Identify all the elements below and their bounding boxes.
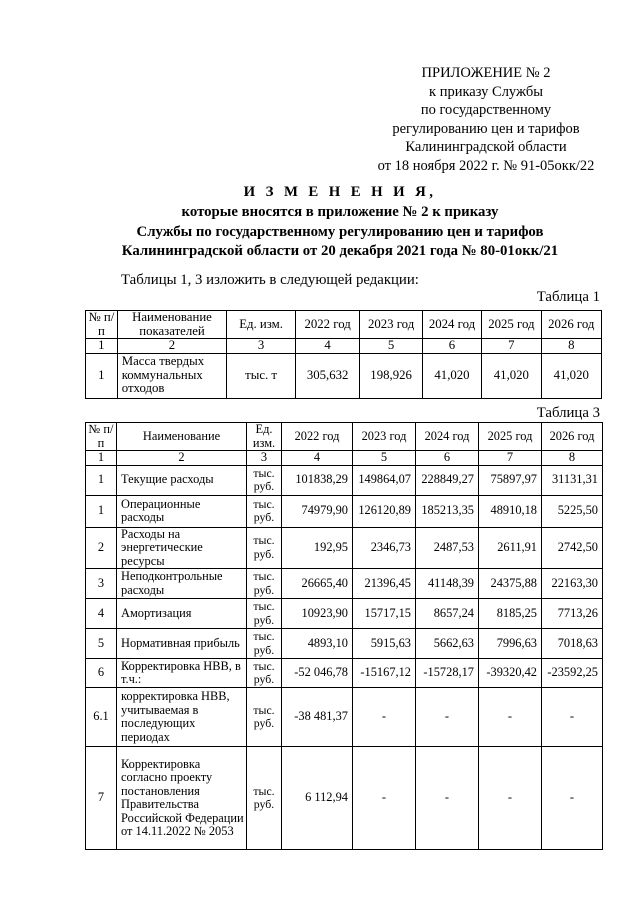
value-cell: 15717,15	[353, 599, 416, 629]
value-cell: 41148,39	[416, 569, 479, 599]
header-cell: Ед. изм.	[227, 311, 296, 339]
header-cell: 2025 год	[482, 311, 541, 339]
value-cell: -	[416, 747, 479, 850]
header-cell: 2022 год	[295, 311, 360, 339]
row-unit: тыс. руб.	[247, 629, 282, 659]
header-cell: Наименование	[117, 423, 247, 451]
value-cell: 101838,29	[282, 465, 353, 495]
index-cell: 2	[117, 451, 247, 466]
value-cell: 149864,07	[353, 465, 416, 495]
document-heading	[80, 183, 600, 262]
value-cell: 126120,89	[353, 495, 416, 527]
value-cell: 2487,53	[416, 527, 479, 569]
index-cell: 7	[479, 451, 542, 466]
value-cell: 6 112,94	[282, 747, 353, 850]
value-cell: 24375,88	[479, 569, 542, 599]
row-number: 4	[86, 599, 117, 629]
value-cell: 185213,35	[416, 495, 479, 527]
index-cell: 7	[482, 339, 541, 354]
row-name: Корректировка согласно проекту постановления Правительства Российской Федерации от 14.11.2022 № 2053	[117, 747, 247, 850]
header-cell: 2024 год	[416, 423, 479, 451]
index-cell: 2	[117, 339, 227, 354]
value-cell: -15728,17	[416, 659, 479, 688]
header-cell: Наименование показателей	[117, 311, 227, 339]
row-name: Операционные расходы	[117, 495, 247, 527]
heading-line: Калининградской области от 20 декабря 2021 года № 80-01окк/21	[121, 243, 559, 260]
value-cell: 2346,73	[353, 527, 416, 569]
row-unit: тыс. руб.	[247, 599, 282, 629]
row-name: Корректировка НВВ, в т.ч.:	[117, 659, 247, 688]
table-row	[86, 353, 602, 398]
table-row	[86, 527, 603, 569]
row-unit: тыс. руб.	[247, 495, 282, 527]
value-cell: 5662,63	[416, 629, 479, 659]
row-number: 3	[86, 569, 117, 599]
value-cell: 75897,97	[479, 465, 542, 495]
row-name: Масса твердых коммунальных отходов	[117, 353, 227, 398]
header-cell: 2025 год	[479, 423, 542, 451]
table-header-row	[86, 423, 603, 451]
value-cell: 4893,10	[282, 629, 353, 659]
table-index-row	[86, 339, 602, 354]
appendix-line: ПРИЛОЖЕНИЕ № 2	[421, 65, 551, 81]
value-cell: 10923,90	[282, 599, 353, 629]
table-row	[86, 747, 603, 850]
appendix-line: Калининградской области	[405, 139, 567, 156]
value-cell: 31131,31	[542, 465, 603, 495]
index-cell: 8	[541, 339, 601, 354]
table-row	[86, 629, 603, 659]
row-number: 1	[86, 495, 117, 527]
table1-label: Таблица 1	[536, 289, 600, 305]
appendix-line: регулированию цен и тарифов	[392, 120, 580, 137]
header-cell: 2026 год	[541, 311, 601, 339]
value-cell: 5225,50	[542, 495, 603, 527]
header-cell: 2024 год	[422, 311, 481, 339]
row-unit: тыс. руб.	[247, 527, 282, 569]
value-cell: -38 481,37	[282, 688, 353, 747]
table-row	[86, 569, 603, 599]
value-cell: -52 046,78	[282, 659, 353, 688]
value-cell: 7018,63	[542, 629, 603, 659]
appendix-header	[360, 64, 612, 176]
row-unit: тыс. руб.	[247, 747, 282, 850]
row-unit: тыс. руб.	[247, 569, 282, 599]
value-cell: 192,95	[282, 527, 353, 569]
row-number: 2	[86, 527, 117, 569]
row-unit: тыс. руб.	[247, 688, 282, 747]
row-name: Расходы на энергетические ресурсы	[117, 527, 247, 569]
table3-label: Таблица 3	[536, 405, 600, 421]
table-row	[86, 688, 603, 747]
value-cell: -	[479, 747, 542, 850]
row-number: 1	[86, 465, 117, 495]
value-cell: 8657,24	[416, 599, 479, 629]
table-row	[86, 495, 603, 527]
row-name: Нормативная прибыль	[117, 629, 247, 659]
row-number: 6	[86, 659, 117, 688]
value-cell: 5915,63	[353, 629, 416, 659]
table-header-row	[86, 311, 602, 339]
header-cell: 2022 год	[282, 423, 353, 451]
row-name: корректировка НВВ, учитываемая в последующих периодах	[117, 688, 247, 747]
header-cell: Ед. изм.	[247, 423, 282, 451]
value-cell: 198,926	[360, 353, 422, 398]
table-row	[86, 599, 603, 629]
intro-text: Таблицы 1, 3 изложить в следующей редакции:	[121, 272, 419, 288]
index-cell: 3	[247, 451, 282, 466]
table-row	[86, 659, 603, 688]
appendix-line: по государственному	[420, 102, 552, 119]
index-cell: 3	[227, 339, 296, 354]
value-cell: 228849,27	[416, 465, 479, 495]
index-cell: 5	[353, 451, 416, 466]
value-cell: 74979,90	[282, 495, 353, 527]
header-cell: № п/п	[86, 311, 118, 339]
value-cell: 7996,63	[479, 629, 542, 659]
row-number: 7	[86, 747, 117, 850]
row-name: Неподконтрольные расходы	[117, 569, 247, 599]
value-cell: -	[353, 747, 416, 850]
index-cell: 1	[86, 339, 118, 354]
index-cell: 4	[282, 451, 353, 466]
value-cell: -	[479, 688, 542, 747]
heading-line: которые вносятся в приложение № 2 к приказу	[181, 203, 499, 220]
value-cell: -	[542, 747, 603, 850]
value-cell: -15167,12	[353, 659, 416, 688]
index-cell: 5	[360, 339, 422, 354]
row-unit: тыс. руб.	[247, 465, 282, 495]
table-index-row	[86, 451, 603, 466]
value-cell: 305,632	[295, 353, 360, 398]
header-cell: 2023 год	[353, 423, 416, 451]
value-cell: 7713,26	[542, 599, 603, 629]
heading-line: Службы по государственному регулированию цен и тарифов	[136, 223, 544, 240]
row-name: Текущие расходы	[117, 465, 247, 495]
table-row	[86, 465, 603, 495]
row-number: 5	[86, 629, 117, 659]
value-cell: -23592,25	[542, 659, 603, 688]
header-cell: 2026 год	[542, 423, 603, 451]
header-cell: 2023 год	[360, 311, 422, 339]
index-cell: 6	[416, 451, 479, 466]
value-cell: 8185,25	[479, 599, 542, 629]
value-cell: -	[542, 688, 603, 747]
appendix-line: от 18 ноября 2022 г. № 91-05окк/22	[377, 157, 595, 174]
row-name: Амортизация	[117, 599, 247, 629]
value-cell: 2742,50	[542, 527, 603, 569]
table-3	[85, 422, 603, 850]
value-cell: 26665,40	[282, 569, 353, 599]
row-unit: тыс. т	[227, 353, 296, 398]
value-cell: 48910,18	[479, 495, 542, 527]
value-cell: 41,020	[482, 353, 541, 398]
value-cell: 22163,30	[542, 569, 603, 599]
index-cell: 8	[542, 451, 603, 466]
heading-title: И З М Е Н Е Н И Я,	[243, 184, 437, 200]
value-cell: -	[416, 688, 479, 747]
index-cell: 1	[86, 451, 117, 466]
row-unit: тыс. руб.	[247, 659, 282, 688]
row-number: 6.1	[86, 688, 117, 747]
index-cell: 4	[295, 339, 360, 354]
header-cell: № п/п	[86, 423, 117, 451]
row-number: 1	[86, 353, 118, 398]
value-cell: 2611,91	[479, 527, 542, 569]
value-cell: 21396,45	[353, 569, 416, 599]
value-cell: -	[353, 688, 416, 747]
value-cell: -39320,42	[479, 659, 542, 688]
appendix-line: к приказу Службы	[429, 83, 543, 100]
value-cell: 41,020	[541, 353, 601, 398]
table-1	[85, 310, 602, 399]
index-cell: 6	[422, 339, 481, 354]
value-cell: 41,020	[422, 353, 481, 398]
